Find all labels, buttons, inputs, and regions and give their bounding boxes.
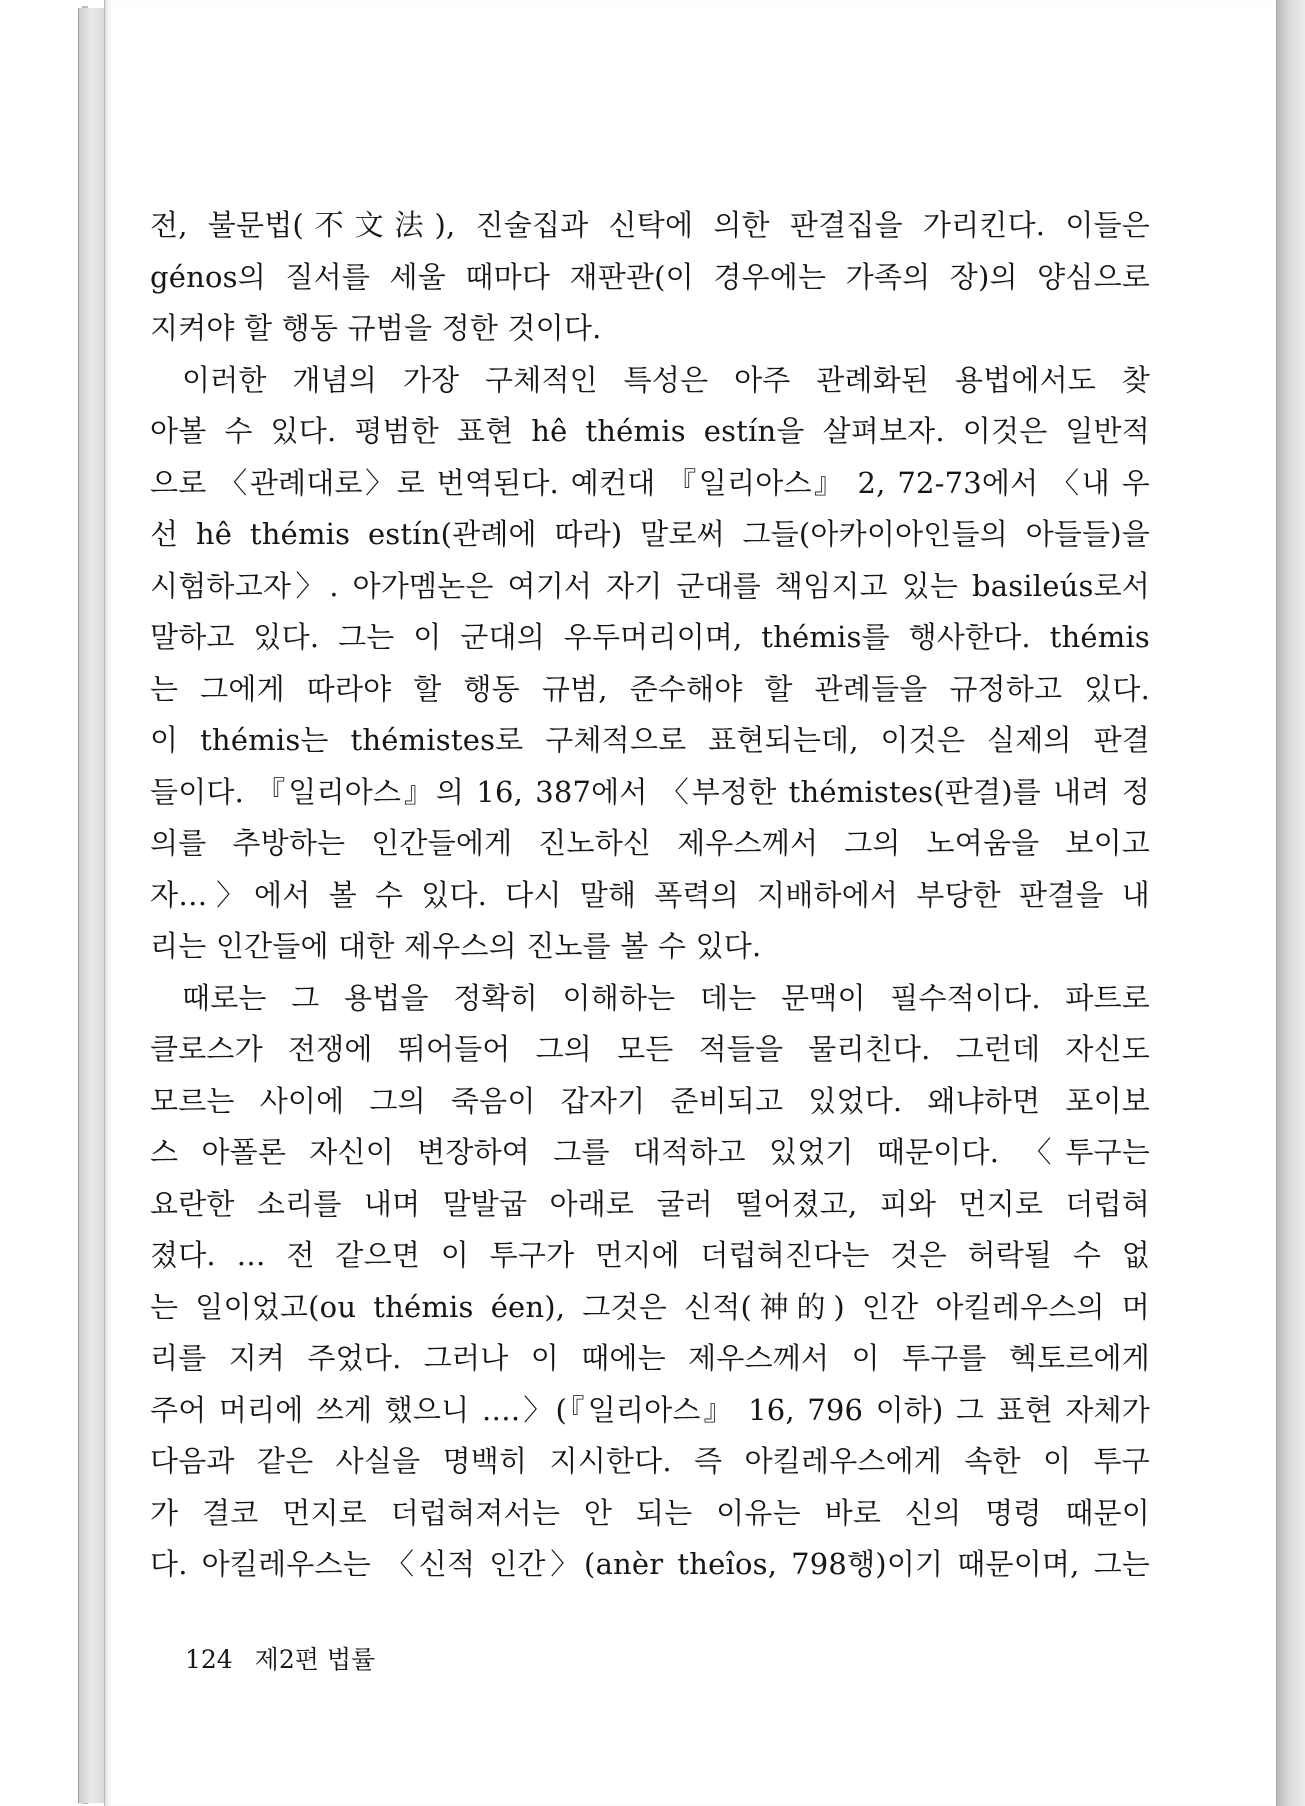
text-line: 다. 아킬레우스는 〈신적 인간〉(anèr theîos, 798행)이기 때문이며, 그는	[150, 1547, 1150, 1581]
text-line: 아볼 수 있다. 평범한 표현 hê thémis estín을 살펴보자. 이것은 일반적	[150, 414, 1150, 448]
section-title: 제2편 법률	[254, 1645, 376, 1674]
text-line: 이러한 개념의 가장 구체적인 특성은 아주 관례화된 용법에서도 찾	[182, 362, 1150, 397]
body-text	[150, 200, 1150, 1591]
text-line: 시험하고자〉. 아가멤논은 여기서 자기 군대를 책임지고 있는 basileús로서	[150, 568, 1150, 603]
book-right-edge	[1276, 0, 1305, 1806]
text-line: 리를 지켜 주었다. 그러나 이 때에는 제우스께서 이 투구를 헥토르에게	[150, 1341, 1150, 1375]
text-line: 으로 〈관례대로〉로 번역된다. 예컨대 『일리아스』 2, 72-73에서 〈내 우	[150, 465, 1150, 500]
text-line: 주어 머리에 쓰게 했으니 ….〉(『일리아스』 16, 796 이하) 그 표현 자체가	[150, 1392, 1150, 1427]
text-line: 이 thémis는 thémistes로 구체적으로 표현되는데, 이것은 실제의 판결	[150, 723, 1150, 757]
text-line: 전, 불문법(不文法), 진술집과 신탁에 의한 판결집을 가리킨다. 이들은	[150, 208, 1150, 242]
book-left-edge	[78, 8, 107, 1803]
page-number: 124	[185, 1645, 233, 1674]
text-line: 들이다. 『일리아스』의 16, 387에서 〈부정한 thémistes(판결)를 내려 정	[150, 774, 1150, 809]
text-line: 가 결코 먼지로 더럽혀져서는 안 되는 이유는 바로 신의 명령 때문이	[150, 1495, 1150, 1530]
text-line: 는 일이었고(ou thémis éen), 그것은 신적(神的) 인간 아킬레우스의 머	[150, 1289, 1150, 1324]
page-footer	[185, 1640, 375, 1676]
text-line: 의를 추방하는 인간들에게 진노하신 제우스께서 그의 노여움을 보이고	[150, 826, 1150, 860]
text-line: 스 아폴론 자신이 변장하여 그를 대적하고 있었기 때문이다. 〈투구는	[150, 1135, 1150, 1169]
text-line: génos의 질서를 세울 때마다 재판관(이 경우에는 가족의 장)의 양심으로	[150, 259, 1150, 294]
text-line: 말하고 있다. 그는 이 군대의 우두머리이며, thémis를 행사한다. thémis	[150, 620, 1150, 654]
text-line: 클로스가 전쟁에 뛰어들어 그의 모든 적들을 물리친다. 그런데 자신도	[150, 1032, 1150, 1066]
text-line: 다음과 같은 사실을 명백히 지시한다. 즉 아킬레우스에게 속한 이 투구	[150, 1444, 1150, 1478]
text-line: 모르는 사이에 그의 죽음이 갑자기 준비되고 있었다. 왜냐하면 포이보	[150, 1083, 1150, 1118]
text-line: 졌다. … 전 같으면 이 투구가 먼지에 더럽혀진다는 것은 허락될 수 없	[150, 1238, 1150, 1272]
text-line: 지켜야 할 행동 규범을 정한 것이다.	[150, 311, 602, 345]
text-line: 는 그에게 따라야 할 행동 규범, 준수해야 할 관례들을 규정하고 있다.	[150, 671, 1150, 706]
text-line: 선 hê thémis estín(관례에 따라) 말로써 그들(아카이아인들의 아들들)을	[150, 517, 1150, 551]
text-line: 자…〉에서 볼 수 있다. 다시 말해 폭력의 지배하에서 부당한 판결을 내	[150, 877, 1150, 912]
text-line: 요란한 소리를 내며 말발굽 아래로 굴러 떨어졌고, 피와 먼지로 더럽혀	[150, 1186, 1150, 1221]
text-line: 리는 인간들에 대한 제우스의 진노를 볼 수 있다.	[150, 929, 762, 963]
text-line: 때로는 그 용법을 정확히 이해하는 데는 문맥이 필수적이다. 파트로	[182, 980, 1150, 1015]
